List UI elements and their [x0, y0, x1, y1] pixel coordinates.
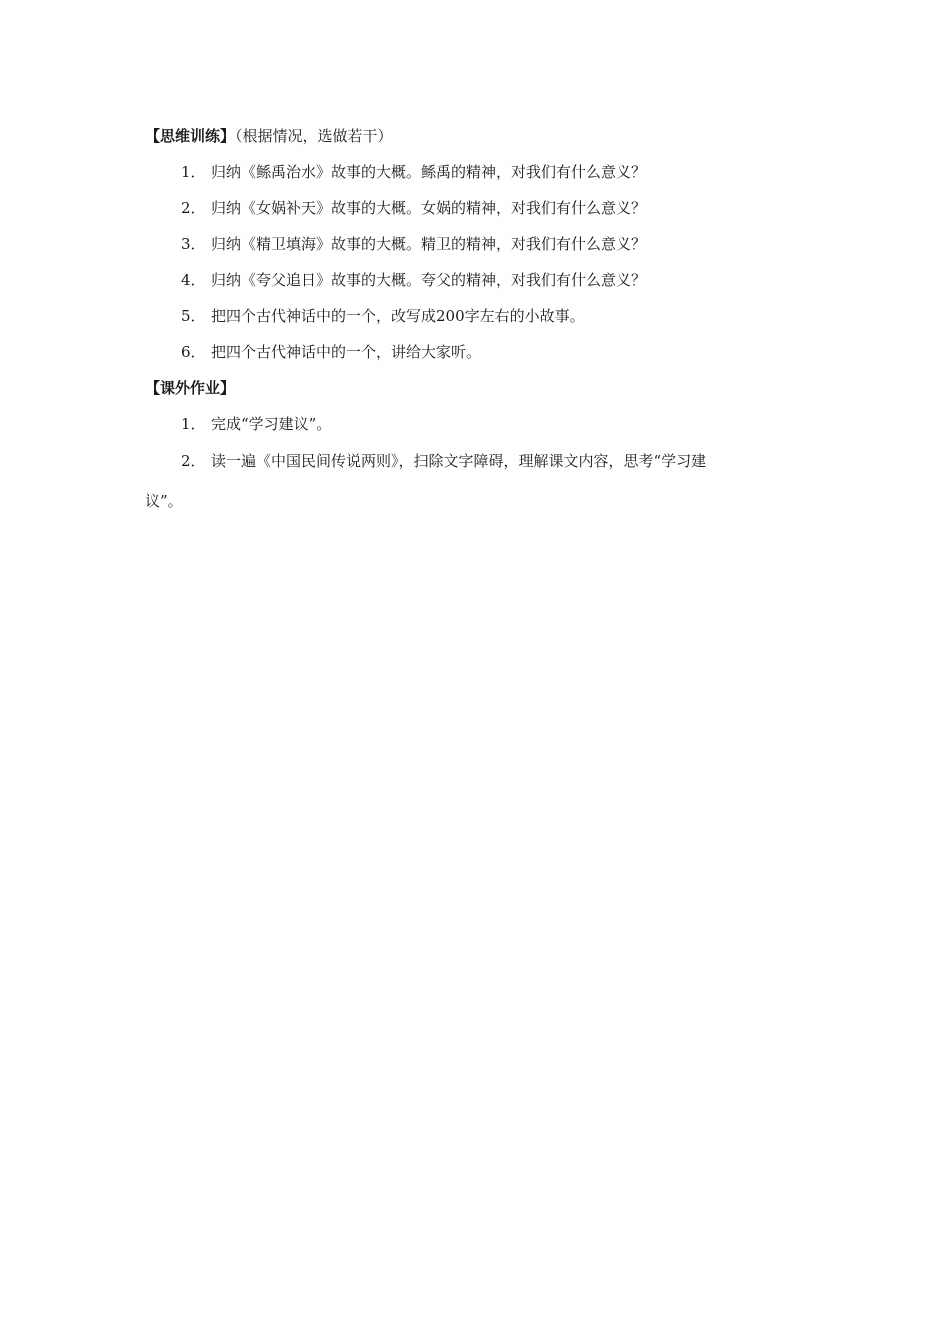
- item-text: 把四个古代神话中的一个，改写成200字左右的小故事。: [211, 307, 585, 325]
- section-note: （根据情况，选做若干）: [235, 127, 393, 145]
- item-text: 归纳《夸父追日》故事的大概。夸父的精神，对我们有什么意义？: [211, 271, 647, 289]
- item-number: 3．: [181, 235, 206, 253]
- item-number: 1．: [181, 163, 206, 181]
- section-title: 【课外作业】: [145, 379, 236, 397]
- item-number: 4．: [181, 271, 206, 289]
- section-title: 【思维训练】: [145, 127, 236, 145]
- list-item-continuation: [145, 491, 183, 511]
- item-text: 议”。: [145, 492, 183, 510]
- list-item: [181, 198, 646, 218]
- list-item: [181, 234, 646, 254]
- list-item: [181, 162, 646, 182]
- item-text: 归纳《鲧禹治水》故事的大概。鲧禹的精神，对我们有什么意义？: [211, 163, 647, 181]
- list-item: [181, 451, 706, 471]
- item-number: 2．: [181, 452, 206, 470]
- list-item: [181, 306, 585, 326]
- section-heading-thinking: [145, 126, 393, 146]
- item-text: 完成“学习建议”。: [211, 415, 332, 433]
- item-number: 1．: [181, 415, 206, 433]
- item-number: 6．: [181, 343, 206, 361]
- item-text: 归纳《女娲补天》故事的大概。女娲的精神，对我们有什么意义？: [211, 199, 647, 217]
- list-item: [181, 270, 646, 290]
- item-text: 归纳《精卫填海》故事的大概。精卫的精神，对我们有什么意义？: [211, 235, 647, 253]
- item-text: 读一遍《中国民间传说两则》，扫除文字障碍，理解课文内容，思考“学习建: [211, 452, 707, 470]
- list-item: [181, 414, 331, 434]
- item-number: 2．: [181, 199, 206, 217]
- list-item: [181, 342, 481, 362]
- item-number: 5．: [181, 307, 206, 325]
- item-text: 把四个古代神话中的一个，讲给大家听。: [211, 343, 482, 361]
- section-heading-homework: [145, 378, 235, 398]
